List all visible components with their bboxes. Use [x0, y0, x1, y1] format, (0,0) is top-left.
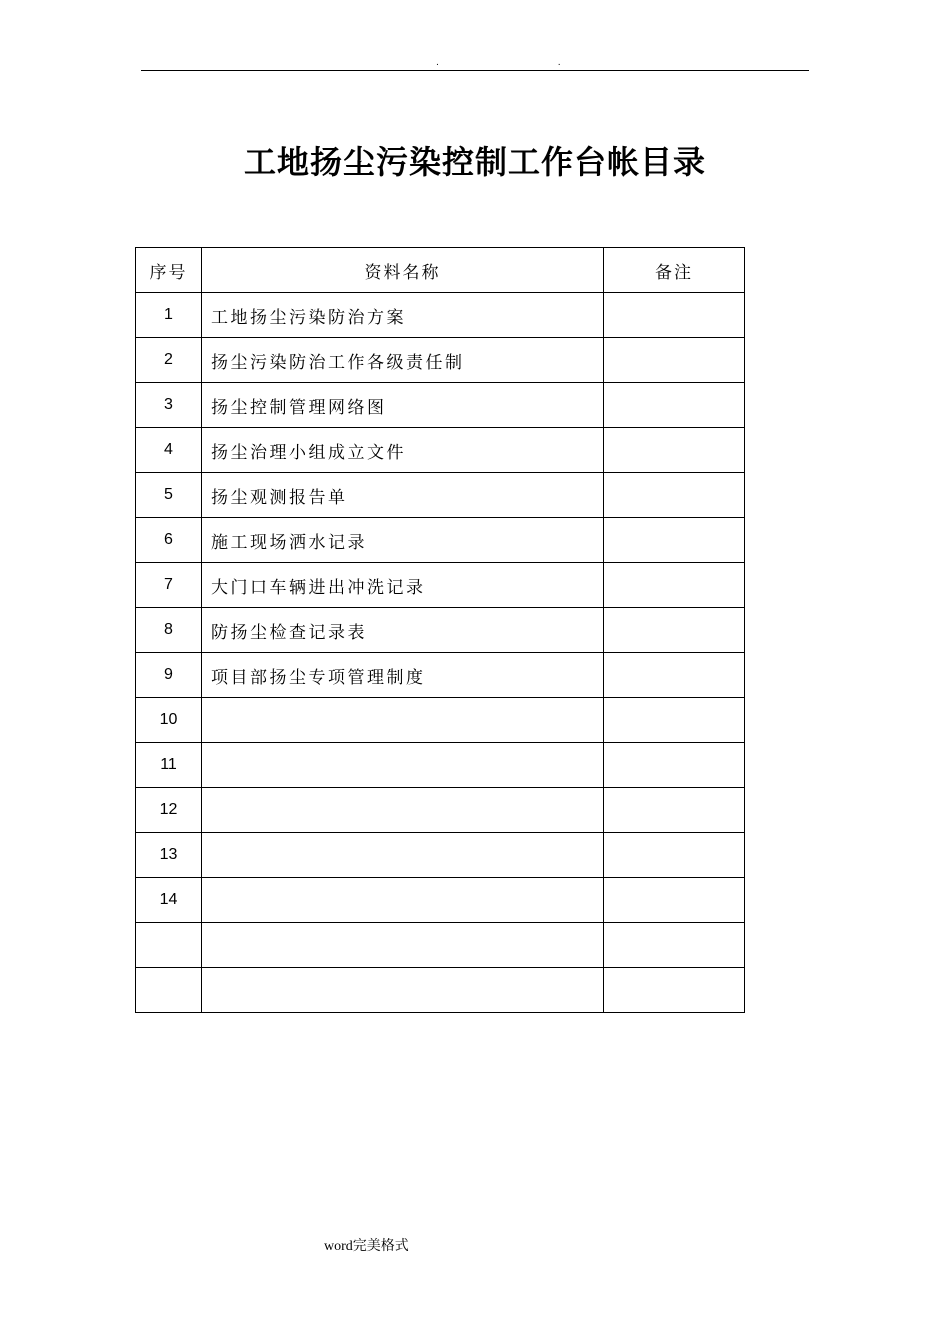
row-index: 8 [136, 608, 202, 653]
row-index [136, 923, 202, 968]
row-document-name [202, 788, 604, 833]
row-document-name [202, 698, 604, 743]
row-index: 5 [136, 473, 202, 518]
row-document-name [202, 833, 604, 878]
table-row [136, 608, 745, 653]
row-remark [604, 608, 745, 653]
footer-text: word完美格式 [324, 1239, 409, 1254]
row-document-name [202, 968, 604, 1013]
row-remark [604, 878, 745, 923]
row-document-name [202, 878, 604, 923]
table-body [136, 293, 745, 1013]
header-dots: . . [436, 58, 619, 68]
row-document-name: 项目部扬尘专项管理制度 [202, 653, 604, 698]
row-index: 4 [136, 428, 202, 473]
table-row [136, 878, 745, 923]
table-row [136, 833, 745, 878]
row-document-name: 扬尘治理小组成立文件 [202, 428, 604, 473]
row-index: 14 [136, 878, 202, 923]
table-row [136, 338, 745, 383]
table-row [136, 968, 745, 1013]
row-document-name: 工地扬尘污染防治方案 [202, 293, 604, 338]
row-remark [604, 338, 745, 383]
row-index: 2 [136, 338, 202, 383]
row-document-name [202, 743, 604, 788]
row-index [136, 968, 202, 1013]
row-index: 1 [136, 293, 202, 338]
row-remark [604, 383, 745, 428]
table-row [136, 563, 745, 608]
row-remark [604, 788, 745, 833]
row-remark [604, 833, 745, 878]
header-rule [141, 70, 809, 71]
row-document-name: 防扬尘检查记录表 [202, 608, 604, 653]
row-remark [604, 743, 745, 788]
row-document-name: 扬尘观测报告单 [202, 473, 604, 518]
row-remark [604, 923, 745, 968]
table-row [136, 743, 745, 788]
header-index: 序号 [136, 248, 202, 293]
row-document-name: 大门口车辆进出冲洗记录 [202, 563, 604, 608]
row-remark [604, 698, 745, 743]
table-row [136, 428, 745, 473]
row-remark [604, 653, 745, 698]
table-row [136, 518, 745, 563]
row-index: 11 [136, 743, 202, 788]
row-remark [604, 968, 745, 1013]
row-document-name: 施工现场洒水记录 [202, 518, 604, 563]
row-index: 6 [136, 518, 202, 563]
row-document-name [202, 923, 604, 968]
row-remark [604, 428, 745, 473]
table-row [136, 293, 745, 338]
row-index: 3 [136, 383, 202, 428]
row-remark [604, 293, 745, 338]
table-row [136, 383, 745, 428]
page-title: 工地扬尘污染控制工作台帐目录 [243, 143, 706, 181]
row-remark [604, 473, 745, 518]
ledger-table [135, 247, 745, 1013]
header-name: 资料名称 [202, 248, 604, 293]
row-remark [604, 518, 745, 563]
row-index: 12 [136, 788, 202, 833]
header-remark: 备注 [604, 248, 745, 293]
row-document-name: 扬尘污染防治工作各级责任制 [202, 338, 604, 383]
row-index: 7 [136, 563, 202, 608]
table-row [136, 788, 745, 833]
table-row [136, 473, 745, 518]
row-index: 9 [136, 653, 202, 698]
row-remark [604, 563, 745, 608]
table-row [136, 923, 745, 968]
table-header-row [136, 248, 745, 293]
row-index: 13 [136, 833, 202, 878]
table-row [136, 698, 745, 743]
table-row [136, 653, 745, 698]
row-index: 10 [136, 698, 202, 743]
row-document-name: 扬尘控制管理网络图 [202, 383, 604, 428]
